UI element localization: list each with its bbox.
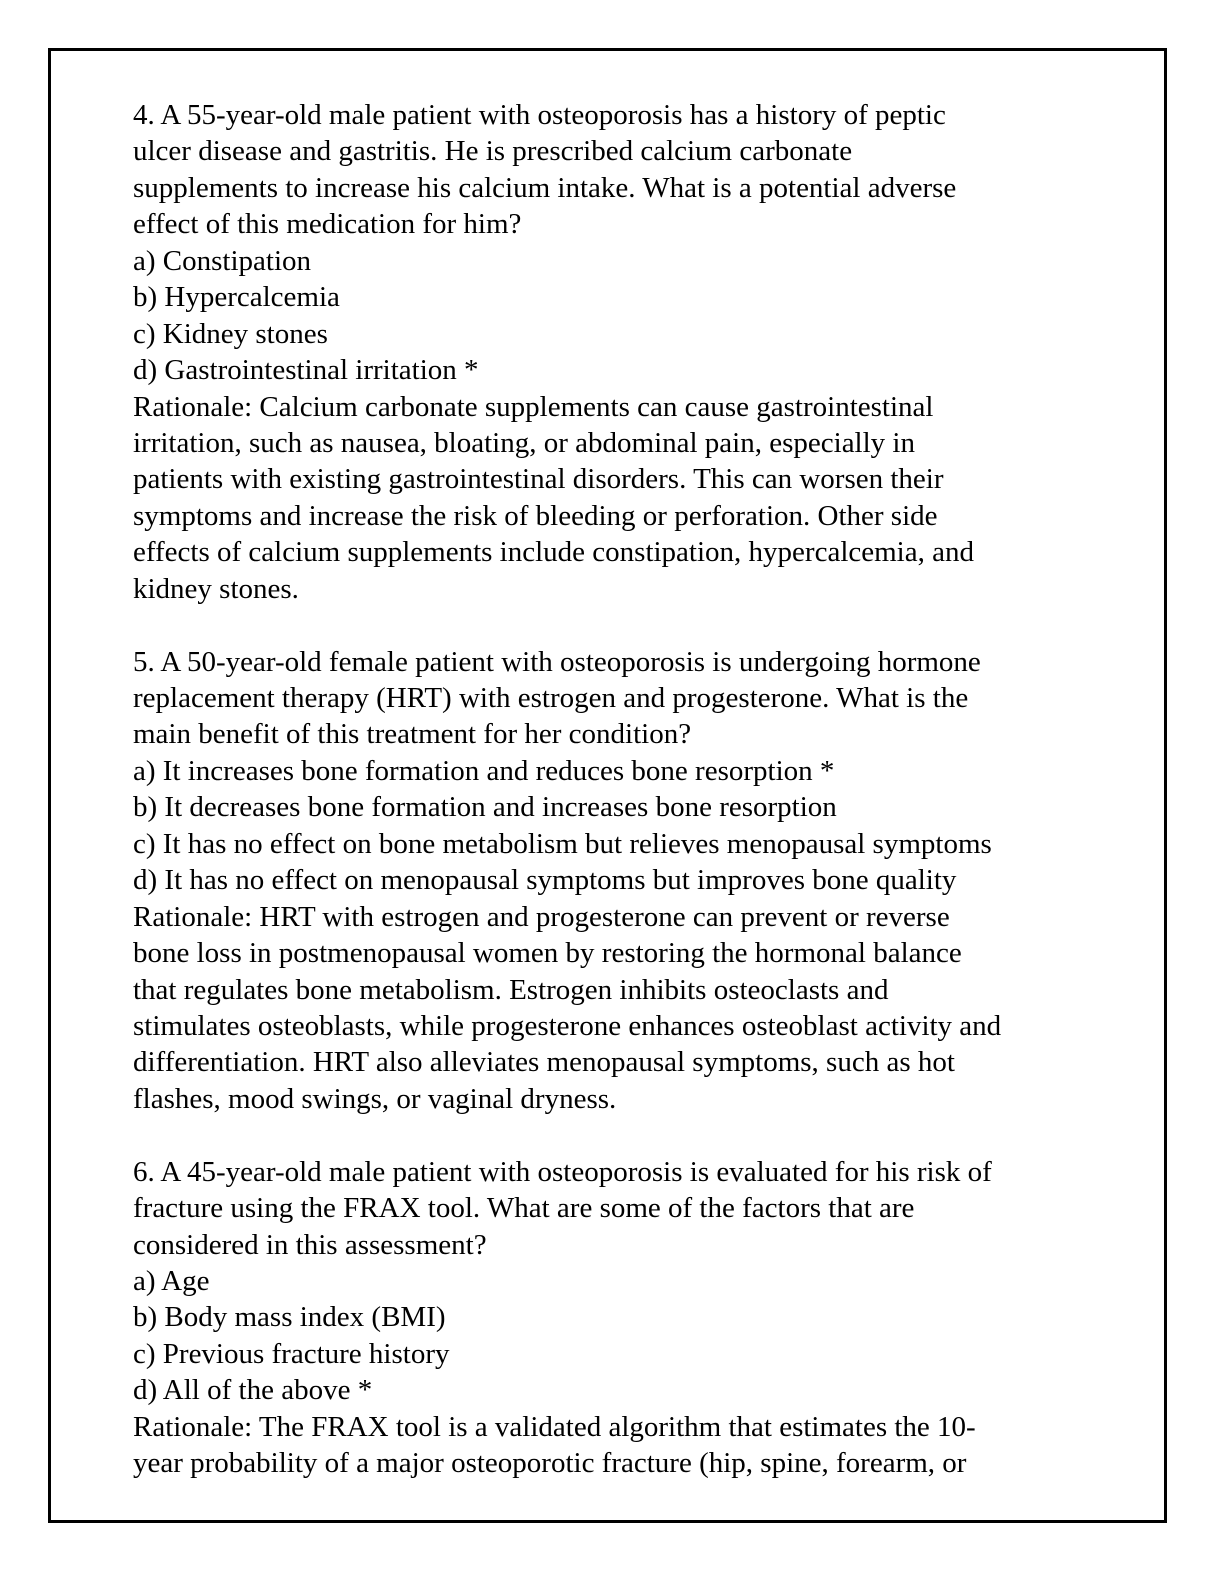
text-line: year probability of a major osteoporotic fracture (hip, spine, forearm, or	[133, 1447, 967, 1480]
text-line: effect of this medication for him?	[133, 208, 522, 241]
text-line: Rationale: Calcium carbonate supplements can cause gastrointestinal	[133, 390, 934, 423]
text-line: 4. A 55-year-old male patient with osteoporosis has a history of peptic	[133, 99, 946, 131]
text-line: effects of calcium supplements include constipation, hypercalcemia, and	[133, 536, 974, 569]
text-line: d) All of the above *	[133, 1374, 373, 1407]
text-line: 5. A 50-year-old female patient with osteoporosis is undergoing hormone	[133, 645, 981, 678]
text-line: differentiation. HRT also alleviates menopausal symptoms, such as hot	[133, 1046, 955, 1079]
text-line: replacement therapy (HRT) with estrogen and progesterone. What is the	[133, 682, 969, 714]
text-line: patients with existing gastrointestinal disorders. This can worsen their	[133, 463, 944, 496]
text-line: b) Body mass index (BMI)	[133, 1301, 446, 1334]
text-line: a) It increases bone formation and reduces bone resorption *	[133, 754, 835, 787]
text-line: c) Previous fracture history	[133, 1337, 450, 1370]
document-body	[133, 97, 1143, 1482]
text-line: Rationale: The FRAX tool is a validated algorithm that estimates the 10-	[133, 1410, 976, 1443]
text-line: flashes, mood swings, or vaginal dryness.	[133, 1082, 617, 1115]
text-line: fracture using the FRAX tool. What are some of the factors that are	[133, 1192, 915, 1225]
text-line: kidney stones.	[133, 572, 299, 605]
text-line: a) Age	[133, 1265, 210, 1297]
text-line: b) It decreases bone formation and increases bone resorption	[133, 791, 837, 824]
text-line: a) Constipation	[133, 244, 312, 277]
blank-line	[133, 607, 1143, 643]
text-line: considered in this assessment?	[133, 1228, 487, 1261]
text-line: irritation, such as nausea, bloating, or abdominal pain, especially in	[133, 426, 915, 459]
text-line: d) Gastrointestinal irritation *	[133, 354, 479, 387]
text-line: main benefit of this treatment for her condition?	[133, 718, 692, 751]
text-line: 6. A 45-year-old male patient with osteoporosis is evaluated for his risk of	[133, 1155, 992, 1188]
text-line: b) Hypercalcemia	[133, 281, 340, 314]
text-line: stimulates osteoblasts, while progesterone enhances osteoblast activity and	[133, 1009, 1002, 1042]
text-line: c) Kidney stones	[133, 317, 328, 350]
text-line: Rationale: HRT with estrogen and progesterone can prevent or reverse	[133, 900, 950, 933]
text-line: d) It has no effect on menopausal symptoms but improves bone quality	[133, 864, 957, 897]
blank-line	[133, 1117, 1143, 1153]
text-line: ulcer disease and gastritis. He is prescribed calcium carbonate	[133, 135, 853, 168]
text-line: supplements to increase his calcium intake. What is a potential adverse	[133, 171, 957, 204]
text-line: bone loss in postmenopausal women by restoring the hormonal balance	[133, 937, 962, 970]
text-line: that regulates bone metabolism. Estrogen inhibits osteoclasts and	[133, 973, 889, 1006]
text-line: symptoms and increase the risk of bleeding or perforation. Other side	[133, 499, 938, 532]
text-line: c) It has no effect on bone metabolism but relieves menopausal symptoms	[133, 827, 992, 860]
